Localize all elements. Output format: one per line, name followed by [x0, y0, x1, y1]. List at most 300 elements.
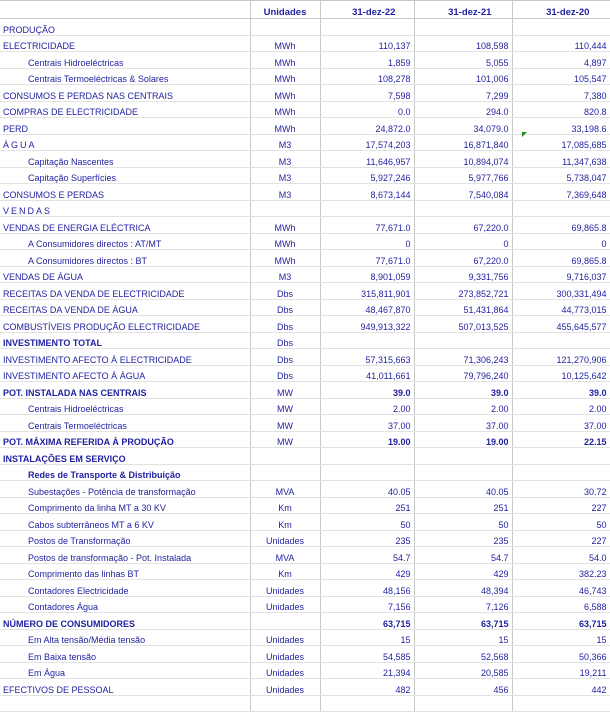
- gap-cell[interactable]: [512, 85, 526, 102]
- gap-cell[interactable]: [320, 118, 334, 135]
- value-cell-year-1[interactable]: 482: [334, 679, 414, 696]
- value-cell-year-2[interactable]: [428, 448, 512, 465]
- row-unit[interactable]: Dbs: [250, 299, 320, 316]
- gap-cell[interactable]: [512, 19, 526, 36]
- gap-cell[interactable]: [414, 233, 428, 250]
- value-cell-year-1[interactable]: 429: [334, 563, 414, 580]
- value-cell-year-1[interactable]: [334, 332, 414, 349]
- value-cell-year-3[interactable]: 69,865.8: [526, 250, 610, 267]
- gap-cell[interactable]: [320, 101, 334, 118]
- gap-cell[interactable]: [512, 646, 526, 663]
- gap-cell[interactable]: [320, 481, 334, 498]
- row-label[interactable]: INVESTIMENTO AFECTO À ÁGUA: [0, 365, 250, 382]
- value-cell-year-1[interactable]: 21,394: [334, 662, 414, 679]
- value-cell-year-2[interactable]: 294.0: [428, 101, 512, 118]
- row-unit[interactable]: MW: [250, 431, 320, 448]
- value-cell-year-3[interactable]: 442: [526, 679, 610, 696]
- gap-cell[interactable]: [320, 233, 334, 250]
- row-unit[interactable]: Dbs: [250, 332, 320, 349]
- row-label[interactable]: ÁGUA: [0, 134, 250, 151]
- gap-cell[interactable]: [512, 629, 526, 646]
- gap-cell[interactable]: [320, 547, 334, 564]
- gap-cell[interactable]: [414, 662, 428, 679]
- gap-cell[interactable]: [512, 101, 526, 118]
- row-label[interactable]: Comprimento da linha MT a 30 KV: [0, 497, 250, 514]
- gap-cell[interactable]: [512, 217, 526, 234]
- value-cell-year-1[interactable]: 24,872.0: [334, 118, 414, 135]
- gap-cell[interactable]: [320, 580, 334, 597]
- value-cell-year-2[interactable]: 54.7: [428, 547, 512, 564]
- row-label[interactable]: COMBUSTÍVEIS PRODUÇÃO ELECTRICIDADE: [0, 316, 250, 333]
- value-cell-year-2[interactable]: 456: [428, 679, 512, 696]
- value-cell-year-3[interactable]: 44,773,015: [526, 299, 610, 316]
- row-label[interactable]: Capitação Superfícies: [0, 167, 250, 184]
- value-cell-year-1[interactable]: [334, 448, 414, 465]
- row-unit[interactable]: M3: [250, 266, 320, 283]
- value-cell-year-2[interactable]: 5,055: [428, 52, 512, 69]
- header-label-cell[interactable]: [0, 1, 250, 19]
- gap-cell[interactable]: [512, 52, 526, 69]
- row-label[interactable]: PRODUÇÃO: [0, 19, 250, 36]
- gap-cell[interactable]: [320, 695, 334, 712]
- row-unit[interactable]: Dbs: [250, 365, 320, 382]
- gap-cell[interactable]: [414, 349, 428, 366]
- value-cell-year-2[interactable]: 52,568: [428, 646, 512, 663]
- gap-cell[interactable]: [512, 415, 526, 432]
- value-cell-year-2[interactable]: 16,871,840: [428, 134, 512, 151]
- gap-cell[interactable]: [414, 646, 428, 663]
- gap-cell[interactable]: [414, 530, 428, 547]
- gap-cell[interactable]: [320, 679, 334, 696]
- row-label[interactable]: Contadores Água: [0, 596, 250, 613]
- gap-cell[interactable]: [320, 250, 334, 267]
- value-cell-year-2[interactable]: 50: [428, 514, 512, 531]
- value-cell-year-3[interactable]: [526, 200, 610, 217]
- value-cell-year-3[interactable]: 22.15: [526, 431, 610, 448]
- gap-cell[interactable]: [414, 695, 428, 712]
- gap-cell[interactable]: [320, 382, 334, 399]
- value-cell-year-1[interactable]: 235: [334, 530, 414, 547]
- gap-cell[interactable]: [414, 68, 428, 85]
- gap-cell[interactable]: [512, 299, 526, 316]
- value-cell-year-1[interactable]: 11,646,957: [334, 151, 414, 168]
- gap-cell[interactable]: [414, 563, 428, 580]
- row-label[interactable]: EFECTIVOS DE PESSOAL: [0, 679, 250, 696]
- value-cell-year-1[interactable]: 7,598: [334, 85, 414, 102]
- gap-cell[interactable]: [414, 629, 428, 646]
- gap-cell[interactable]: [414, 283, 428, 300]
- value-cell-year-2[interactable]: 39.0: [428, 382, 512, 399]
- row-label[interactable]: RECEITAS DA VENDA DE ELECTRICIDADE: [0, 283, 250, 300]
- gap-cell[interactable]: [320, 184, 334, 201]
- value-cell-year-1[interactable]: 63,715: [334, 613, 414, 630]
- value-cell-year-2[interactable]: 9,331,756: [428, 266, 512, 283]
- gap-cell[interactable]: [512, 398, 526, 415]
- row-label[interactable]: VENDAS: [0, 200, 250, 217]
- gap-cell[interactable]: [414, 514, 428, 531]
- gap-cell[interactable]: [320, 662, 334, 679]
- row-label[interactable]: Em Água: [0, 662, 250, 679]
- gap-cell[interactable]: [414, 151, 428, 168]
- gap-cell[interactable]: [320, 464, 334, 481]
- value-cell-year-3[interactable]: 10,125,642: [526, 365, 610, 382]
- value-cell-year-1[interactable]: 37.00: [334, 415, 414, 432]
- gap-cell[interactable]: [414, 101, 428, 118]
- gap-cell[interactable]: [512, 662, 526, 679]
- gap-cell[interactable]: [414, 596, 428, 613]
- gap-cell[interactable]: [320, 629, 334, 646]
- gap-cell[interactable]: [414, 85, 428, 102]
- row-unit[interactable]: Unidades: [250, 629, 320, 646]
- value-cell-year-1[interactable]: 0.0: [334, 101, 414, 118]
- row-unit[interactable]: Km: [250, 497, 320, 514]
- row-label[interactable]: Postos de Transformação: [0, 530, 250, 547]
- gap-cell[interactable]: [512, 679, 526, 696]
- gap-cell[interactable]: [414, 382, 428, 399]
- value-cell-year-1[interactable]: 315,811,901: [334, 283, 414, 300]
- row-label[interactable]: CONSUMOS E PERDAS NAS CENTRAIS: [0, 85, 250, 102]
- gap-cell[interactable]: [320, 266, 334, 283]
- value-cell-year-2[interactable]: 20,585: [428, 662, 512, 679]
- value-cell-year-2[interactable]: 235: [428, 530, 512, 547]
- gap-cell[interactable]: [414, 167, 428, 184]
- gap-cell[interactable]: [320, 530, 334, 547]
- row-label[interactable]: VENDAS DE ENERGIA ELÉCTRICA: [0, 217, 250, 234]
- value-cell-year-3[interactable]: 300,331,494: [526, 283, 610, 300]
- value-cell-year-2[interactable]: 108,598: [428, 35, 512, 52]
- row-unit[interactable]: MWh: [250, 233, 320, 250]
- row-unit[interactable]: Km: [250, 514, 320, 531]
- value-cell-year-1[interactable]: 77,671.0: [334, 217, 414, 234]
- header-year-1[interactable]: 31-dez-22: [334, 1, 414, 19]
- value-cell-year-1[interactable]: 54,585: [334, 646, 414, 663]
- gap-cell[interactable]: [320, 134, 334, 151]
- row-unit[interactable]: MWh: [250, 101, 320, 118]
- value-cell-year-1[interactable]: 15: [334, 629, 414, 646]
- value-cell-year-1[interactable]: 108,278: [334, 68, 414, 85]
- row-unit[interactable]: Unidades: [250, 679, 320, 696]
- value-cell-year-2[interactable]: 101,006: [428, 68, 512, 85]
- row-label[interactable]: A Consumidores directos : BT: [0, 250, 250, 267]
- gap-cell[interactable]: [512, 184, 526, 201]
- gap-cell[interactable]: [414, 299, 428, 316]
- gap-cell[interactable]: [414, 497, 428, 514]
- value-cell-year-2[interactable]: 7,126: [428, 596, 512, 613]
- value-cell-year-2[interactable]: 5,977,766: [428, 167, 512, 184]
- value-cell-year-2[interactable]: 273,852,721: [428, 283, 512, 300]
- row-unit[interactable]: [250, 19, 320, 36]
- gap-cell[interactable]: [512, 349, 526, 366]
- value-cell-year-3[interactable]: 455,645,577: [526, 316, 610, 333]
- value-cell-year-1[interactable]: [334, 19, 414, 36]
- row-unit[interactable]: M3: [250, 184, 320, 201]
- gap-cell[interactable]: [414, 217, 428, 234]
- value-cell-year-3[interactable]: [526, 464, 610, 481]
- gap-cell[interactable]: [512, 316, 526, 333]
- row-label[interactable]: INVESTIMENTO TOTAL: [0, 332, 250, 349]
- row-label[interactable]: Em Alta tensão/Média tensão: [0, 629, 250, 646]
- row-unit[interactable]: [250, 200, 320, 217]
- row-unit[interactable]: MWh: [250, 250, 320, 267]
- header-units[interactable]: Unidades: [250, 1, 320, 19]
- row-unit[interactable]: [250, 448, 320, 465]
- row-unit[interactable]: Km: [250, 563, 320, 580]
- gap-cell[interactable]: [414, 365, 428, 382]
- gap-cell[interactable]: [414, 184, 428, 201]
- gap-cell[interactable]: [414, 547, 428, 564]
- value-cell-year-1[interactable]: 8,901,059: [334, 266, 414, 283]
- value-cell-year-3[interactable]: 46,743: [526, 580, 610, 597]
- value-cell-year-1[interactable]: 48,156: [334, 580, 414, 597]
- row-unit[interactable]: Dbs: [250, 349, 320, 366]
- gap-cell[interactable]: [512, 547, 526, 564]
- gap-cell[interactable]: [320, 52, 334, 69]
- value-cell-year-3[interactable]: 6,588: [526, 596, 610, 613]
- gap-cell[interactable]: [320, 448, 334, 465]
- gap-cell[interactable]: [320, 613, 334, 630]
- value-cell-year-1[interactable]: 41,011,661: [334, 365, 414, 382]
- gap-cell[interactable]: [414, 481, 428, 498]
- header-year-2[interactable]: 31-dez-21: [428, 1, 512, 19]
- row-unit[interactable]: MWh: [250, 217, 320, 234]
- value-cell-year-2[interactable]: [428, 695, 512, 712]
- value-cell-year-3[interactable]: 50: [526, 514, 610, 531]
- gap-cell[interactable]: [512, 250, 526, 267]
- gap-cell[interactable]: [512, 695, 526, 712]
- value-cell-year-2[interactable]: 7,299: [428, 85, 512, 102]
- value-cell-year-3[interactable]: 820.8: [526, 101, 610, 118]
- row-unit[interactable]: MVA: [250, 547, 320, 564]
- row-label[interactable]: Centrais Hidroeléctricas: [0, 398, 250, 415]
- row-label[interactable]: Contadores Electricidade: [0, 580, 250, 597]
- gap-cell[interactable]: [414, 332, 428, 349]
- gap-cell[interactable]: [512, 464, 526, 481]
- value-cell-year-2[interactable]: 251: [428, 497, 512, 514]
- gap-cell[interactable]: [320, 349, 334, 366]
- row-unit[interactable]: Dbs: [250, 283, 320, 300]
- value-cell-year-1[interactable]: 17,574,203: [334, 134, 414, 151]
- gap-cell[interactable]: [320, 68, 334, 85]
- value-cell-year-1[interactable]: 8,673,144: [334, 184, 414, 201]
- value-cell-year-3[interactable]: 19,211: [526, 662, 610, 679]
- gap-cell[interactable]: [414, 35, 428, 52]
- value-cell-year-3[interactable]: 227: [526, 497, 610, 514]
- gap-cell[interactable]: [414, 1, 428, 19]
- gap-cell[interactable]: [320, 497, 334, 514]
- row-label[interactable]: Postos de transformação - Pot. Instalada: [0, 547, 250, 564]
- gap-cell[interactable]: [320, 431, 334, 448]
- value-cell-year-1[interactable]: [334, 464, 414, 481]
- row-unit[interactable]: M3: [250, 167, 320, 184]
- value-cell-year-1[interactable]: 7,156: [334, 596, 414, 613]
- gap-cell[interactable]: [320, 200, 334, 217]
- value-cell-year-3[interactable]: 63,715: [526, 613, 610, 630]
- row-unit[interactable]: Unidades: [250, 646, 320, 663]
- row-unit[interactable]: MWh: [250, 85, 320, 102]
- value-cell-year-2[interactable]: 34,079.0: [428, 118, 512, 135]
- value-cell-year-3[interactable]: 33,198.6: [526, 118, 610, 135]
- value-cell-year-2[interactable]: 19.00: [428, 431, 512, 448]
- value-cell-year-2[interactable]: 79,796,240: [428, 365, 512, 382]
- gap-cell[interactable]: [512, 68, 526, 85]
- value-cell-year-2[interactable]: [428, 332, 512, 349]
- value-cell-year-3[interactable]: 30.72: [526, 481, 610, 498]
- row-unit[interactable]: Dbs: [250, 316, 320, 333]
- gap-cell[interactable]: [414, 398, 428, 415]
- value-cell-year-2[interactable]: 67,220.0: [428, 250, 512, 267]
- gap-cell[interactable]: [512, 167, 526, 184]
- value-cell-year-3[interactable]: 7,380: [526, 85, 610, 102]
- row-unit[interactable]: MWh: [250, 35, 320, 52]
- value-cell-year-1[interactable]: 251: [334, 497, 414, 514]
- value-cell-year-1[interactable]: 19.00: [334, 431, 414, 448]
- gap-cell[interactable]: [414, 316, 428, 333]
- row-unit[interactable]: Unidades: [250, 596, 320, 613]
- value-cell-year-3[interactable]: 7,369,648: [526, 184, 610, 201]
- gap-cell[interactable]: [512, 332, 526, 349]
- row-unit[interactable]: [250, 613, 320, 630]
- value-cell-year-3[interactable]: 227: [526, 530, 610, 547]
- row-unit[interactable]: [250, 695, 320, 712]
- row-label[interactable]: Centrais Hidroeléctricas: [0, 52, 250, 69]
- gap-cell[interactable]: [320, 514, 334, 531]
- row-unit[interactable]: M3: [250, 151, 320, 168]
- gap-cell[interactable]: [512, 283, 526, 300]
- value-cell-year-2[interactable]: 71,306,243: [428, 349, 512, 366]
- row-label[interactable]: Centrais Termoeléctricas & Solares: [0, 68, 250, 85]
- value-cell-year-1[interactable]: 40.05: [334, 481, 414, 498]
- value-cell-year-3[interactable]: 105,547: [526, 68, 610, 85]
- gap-cell[interactable]: [414, 448, 428, 465]
- row-label[interactable]: Em Baixa tensão: [0, 646, 250, 663]
- value-cell-year-3[interactable]: [526, 332, 610, 349]
- value-cell-year-3[interactable]: 17,085,685: [526, 134, 610, 151]
- row-unit[interactable]: MW: [250, 382, 320, 399]
- value-cell-year-3[interactable]: [526, 19, 610, 36]
- value-cell-year-2[interactable]: 429: [428, 563, 512, 580]
- row-unit[interactable]: MWh: [250, 118, 320, 135]
- row-unit[interactable]: M3: [250, 134, 320, 151]
- value-cell-year-1[interactable]: 0: [334, 233, 414, 250]
- gap-cell[interactable]: [414, 200, 428, 217]
- gap-cell[interactable]: [320, 415, 334, 432]
- gap-cell[interactable]: [320, 646, 334, 663]
- value-cell-year-2[interactable]: 15: [428, 629, 512, 646]
- gap-cell[interactable]: [512, 563, 526, 580]
- gap-cell[interactable]: [512, 613, 526, 630]
- value-cell-year-2[interactable]: 37.00: [428, 415, 512, 432]
- value-cell-year-1[interactable]: 949,913,322: [334, 316, 414, 333]
- row-label[interactable]: A Consumidores directos : AT/MT: [0, 233, 250, 250]
- value-cell-year-3[interactable]: 11,347,638: [526, 151, 610, 168]
- value-cell-year-3[interactable]: 37.00: [526, 415, 610, 432]
- gap-cell[interactable]: [320, 283, 334, 300]
- row-unit[interactable]: Unidades: [250, 662, 320, 679]
- value-cell-year-3[interactable]: 110,444: [526, 35, 610, 52]
- value-cell-year-2[interactable]: 7,540,084: [428, 184, 512, 201]
- value-cell-year-1[interactable]: 48,467,870: [334, 299, 414, 316]
- value-cell-year-1[interactable]: 1,859: [334, 52, 414, 69]
- value-cell-year-1[interactable]: 2.00: [334, 398, 414, 415]
- value-cell-year-3[interactable]: [526, 695, 610, 712]
- value-cell-year-3[interactable]: 5,738,047: [526, 167, 610, 184]
- gap-cell[interactable]: [512, 448, 526, 465]
- row-label[interactable]: INVESTIMENTO AFECTO À ELECTRICIDADE: [0, 349, 250, 366]
- row-label[interactable]: POT. INSTALADA NAS CENTRAIS: [0, 382, 250, 399]
- header-year-3[interactable]: 31-dez-20: [526, 1, 610, 19]
- gap-cell[interactable]: [512, 596, 526, 613]
- value-cell-year-1[interactable]: 77,671.0: [334, 250, 414, 267]
- value-cell-year-2[interactable]: [428, 464, 512, 481]
- value-cell-year-3[interactable]: 4,897: [526, 52, 610, 69]
- gap-cell[interactable]: [320, 19, 334, 36]
- value-cell-year-2[interactable]: 51,431,864: [428, 299, 512, 316]
- row-label[interactable]: PERD: [0, 118, 250, 135]
- gap-cell[interactable]: [320, 217, 334, 234]
- value-cell-year-2[interactable]: 10,894,074: [428, 151, 512, 168]
- row-label[interactable]: POT. MÁXIMA REFERIDA À PRODUÇÃO: [0, 431, 250, 448]
- value-cell-year-3[interactable]: 15: [526, 629, 610, 646]
- value-cell-year-2[interactable]: 67,220.0: [428, 217, 512, 234]
- value-cell-year-3[interactable]: [526, 448, 610, 465]
- row-unit[interactable]: MW: [250, 398, 320, 415]
- row-unit[interactable]: MVA: [250, 481, 320, 498]
- value-cell-year-2[interactable]: 0: [428, 233, 512, 250]
- gap-cell[interactable]: [512, 431, 526, 448]
- value-cell-year-1[interactable]: 50: [334, 514, 414, 531]
- gap-cell[interactable]: [320, 596, 334, 613]
- value-cell-year-1[interactable]: 5,927,246: [334, 167, 414, 184]
- gap-cell[interactable]: [512, 35, 526, 52]
- value-cell-year-3[interactable]: 50,366: [526, 646, 610, 663]
- gap-cell[interactable]: [512, 200, 526, 217]
- value-cell-year-3[interactable]: 382.23: [526, 563, 610, 580]
- value-cell-year-3[interactable]: 121,270,906: [526, 349, 610, 366]
- gap-cell[interactable]: [320, 299, 334, 316]
- row-label[interactable]: ELECTRICIDADE: [0, 35, 250, 52]
- row-unit[interactable]: [250, 464, 320, 481]
- row-label[interactable]: COMPRAS DE ELECTRICIDADE: [0, 101, 250, 118]
- row-label[interactable]: [0, 695, 250, 712]
- gap-cell[interactable]: [414, 118, 428, 135]
- value-cell-year-1[interactable]: 57,315,663: [334, 349, 414, 366]
- value-cell-year-1[interactable]: 39.0: [334, 382, 414, 399]
- gap-cell[interactable]: [414, 580, 428, 597]
- gap-cell[interactable]: [512, 514, 526, 531]
- gap-cell[interactable]: [414, 250, 428, 267]
- row-label[interactable]: Capitação Nascentes: [0, 151, 250, 168]
- value-cell-year-2[interactable]: 507,013,525: [428, 316, 512, 333]
- value-cell-year-2[interactable]: [428, 200, 512, 217]
- row-label[interactable]: Comprimento das linhas BT: [0, 563, 250, 580]
- gap-cell[interactable]: [414, 134, 428, 151]
- value-cell-year-3[interactable]: 9,716,037: [526, 266, 610, 283]
- row-label[interactable]: Centrais Termoeléctricas: [0, 415, 250, 432]
- gap-cell[interactable]: [512, 233, 526, 250]
- value-cell-year-1[interactable]: [334, 695, 414, 712]
- value-cell-year-1[interactable]: [334, 200, 414, 217]
- value-cell-year-3[interactable]: 69,865.8: [526, 217, 610, 234]
- value-cell-year-2[interactable]: 63,715: [428, 613, 512, 630]
- gap-cell[interactable]: [414, 52, 428, 69]
- row-unit[interactable]: Unidades: [250, 530, 320, 547]
- row-label[interactable]: INSTALAÇÕES EM SERVIÇO: [0, 448, 250, 465]
- gap-cell[interactable]: [512, 151, 526, 168]
- gap-cell[interactable]: [320, 35, 334, 52]
- gap-cell[interactable]: [320, 398, 334, 415]
- gap-cell[interactable]: [512, 580, 526, 597]
- gap-cell[interactable]: [414, 464, 428, 481]
